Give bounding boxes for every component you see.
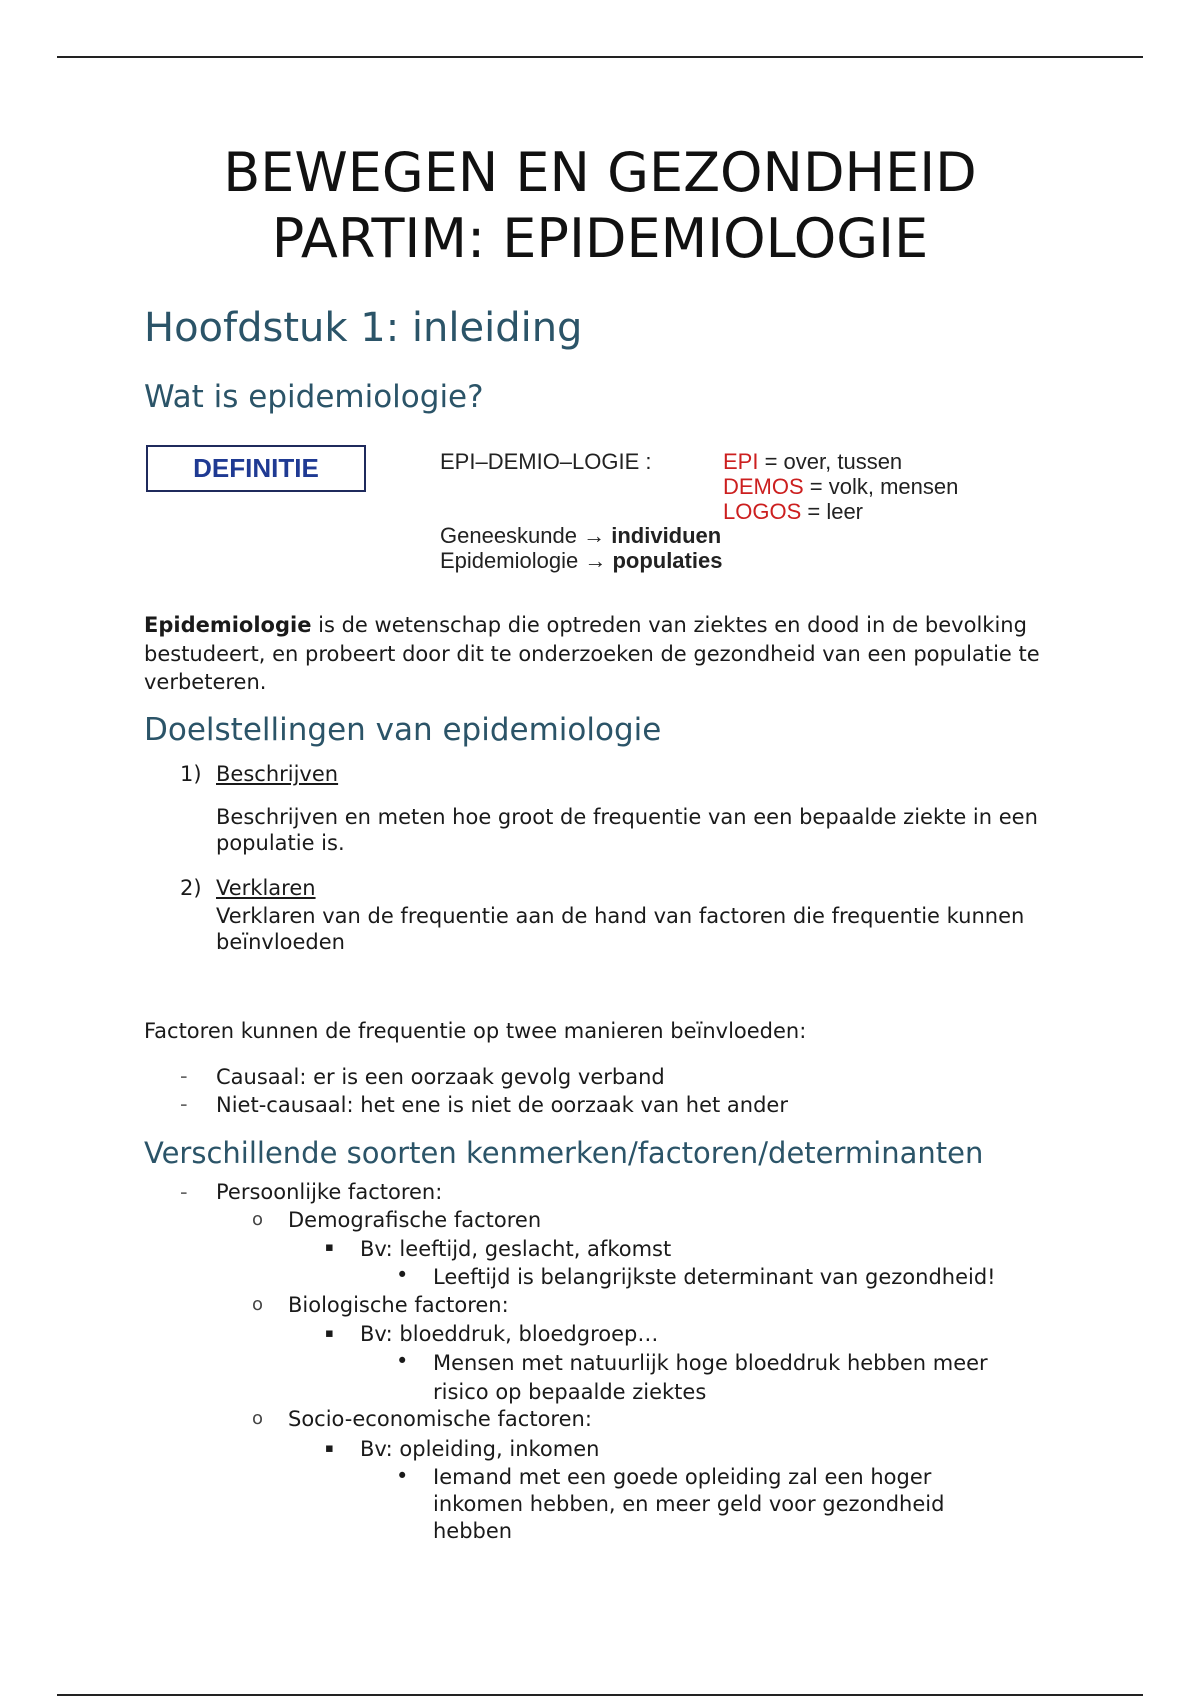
- dash-marker: -: [180, 1064, 188, 1088]
- etymology-meaning: = leer: [801, 499, 864, 524]
- definition-text: is de wetenschap die optreden van ziektes en dood in de bevolking bestudeert, en probeert door dit te onderzoeken de gezondheid van een populatie te verbeteren.: [144, 613, 1040, 694]
- goal-number: 2): [180, 876, 202, 900]
- etymology-meaning: = volk, mensen: [803, 474, 959, 499]
- section-heading-what-is: Wat is epidemiologie?: [144, 379, 484, 415]
- etymology-term: LOGOS: [723, 499, 802, 524]
- circle-marker: o: [252, 1209, 264, 1230]
- dash-marker: -: [180, 1180, 188, 1204]
- factor-example: Bv: bloeddruk, bloedgroep…: [360, 1322, 659, 1346]
- factor-group-name: Biologische factoren:: [288, 1293, 509, 1317]
- factor-level1: Persoonlijke factoren:: [216, 1180, 443, 1204]
- bottom-rule: [57, 1694, 1143, 1696]
- goal-number: 1): [180, 762, 202, 786]
- section-heading-factors: Verschillende soorten kenmerken/factoren/determinanten: [144, 1136, 984, 1170]
- bullet-marker: •: [396, 1263, 409, 1287]
- etymology-item: [723, 474, 958, 499]
- goal-title: Verklaren: [216, 876, 316, 900]
- bullet-marker: •: [396, 1349, 409, 1373]
- contrast-list: [440, 523, 722, 573]
- contrast-left: Epidemiologie: [440, 548, 585, 573]
- factor-example: Bv: leeftijd, geslacht, afkomst: [360, 1237, 672, 1261]
- title-line-1: BEWEGEN EN GEZONDHEID: [223, 141, 977, 204]
- etymology-item: [723, 449, 958, 474]
- section-heading-goals: Doelstellingen van epidemiologie: [144, 712, 662, 748]
- chapter-heading: Hoofdstuk 1: inleiding: [144, 305, 583, 351]
- square-marker: ▪: [325, 1240, 334, 1255]
- page-title: [0, 140, 1200, 272]
- etymology-list: [723, 449, 958, 524]
- factor-example: Bv: opleiding, inkomen: [360, 1437, 600, 1461]
- arrow-right-icon: →: [584, 548, 607, 573]
- top-rule: [57, 56, 1143, 58]
- goal-text: Beschrijven en meten hoe groot de frequentie van een bepaalde ziekte in een populatie is.: [216, 805, 1038, 855]
- dash-marker: -: [180, 1092, 188, 1116]
- etymology-label: EPI–DEMIO–LOGIE :: [440, 449, 652, 474]
- contrast-item: [440, 548, 722, 573]
- factor-group-name: Socio-economische factoren:: [288, 1407, 592, 1431]
- factor-detail: Leeftijd is belangrijkste determinant van gezondheid!: [433, 1265, 996, 1289]
- goal-title: Beschrijven: [216, 762, 339, 786]
- definition-paragraph: [144, 611, 1044, 697]
- factor-group-name: Demografische factoren: [288, 1208, 542, 1232]
- contrast-item: [440, 523, 722, 548]
- contrast-right: populaties: [612, 548, 723, 573]
- contrast-right: individuen: [611, 523, 722, 548]
- goal-text: Verklaren van de frequentie aan de hand van factoren die frequentie kunnen beïnvloeden: [216, 904, 1025, 954]
- square-marker: ▪: [325, 1441, 334, 1456]
- way-item: Causaal: er is een oorzaak gevolg verband: [216, 1065, 665, 1089]
- way-item: Niet-causaal: het ene is niet de oorzaak van het ander: [216, 1093, 788, 1117]
- etymology-term: DEMOS: [723, 474, 804, 499]
- circle-marker: o: [252, 1408, 264, 1429]
- definition-box: DEFINITIE: [146, 445, 366, 492]
- definition-term: Epidemiologie: [144, 613, 312, 637]
- factors-intro: Factoren kunnen de frequentie op twee manieren beïnvloeden:: [144, 1019, 807, 1043]
- title-line-2: PARTIM: EPIDEMIOLOGIE: [271, 207, 929, 270]
- circle-marker: o: [252, 1294, 264, 1315]
- etymology-meaning: = over, tussen: [758, 449, 903, 474]
- factor-detail: Mensen met natuurlijk hoge bloeddruk hebben meer risico op bepaalde ziektes: [433, 1351, 988, 1404]
- etymology-item: [723, 499, 958, 524]
- arrow-right-icon: →: [583, 523, 606, 548]
- factor-detail: Iemand met een goede opleiding zal een hoger inkomen hebben, en meer geld voor gezondheid hebben: [433, 1465, 945, 1543]
- square-marker: ▪: [325, 1326, 334, 1341]
- contrast-left: Geneeskunde: [440, 523, 584, 548]
- bullet-marker: •: [396, 1464, 409, 1488]
- etymology-term: EPI: [723, 449, 759, 474]
